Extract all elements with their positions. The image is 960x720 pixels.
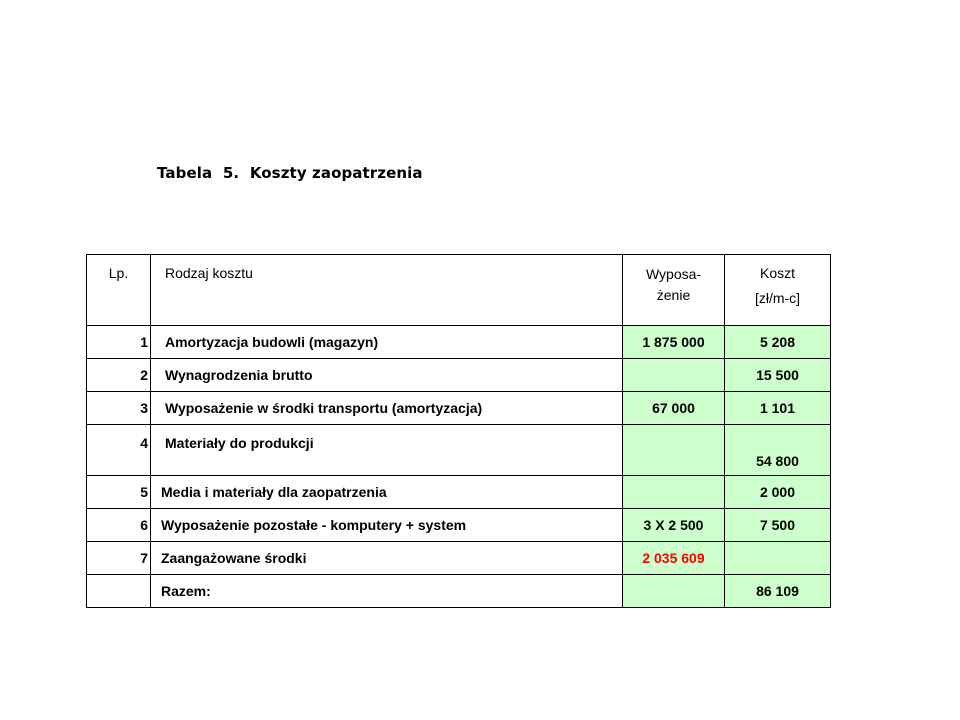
row-name: Amortyzacja budowli (magazyn) <box>151 326 623 359</box>
row-lp: 5 <box>87 476 151 509</box>
row-equipment: 2 035 609 <box>623 542 725 575</box>
table-header-row <box>87 255 831 326</box>
row-name: Materiały do produkcji <box>151 425 623 476</box>
table-row <box>87 542 831 575</box>
row-lp: 7 <box>87 542 151 575</box>
total-cost: 86 109 <box>725 575 831 608</box>
header-lp: Lp. <box>87 255 151 326</box>
header-rodzaj-kosztu: Rodzaj kosztu <box>151 255 623 326</box>
row-name: Wyposażenie w środki transportu (amortyzacja) <box>151 392 623 425</box>
row-cost: 2 000 <box>725 476 831 509</box>
row-name: Zaangażowane środki <box>151 542 623 575</box>
row-equipment: 3 X 2 500 <box>623 509 725 542</box>
row-equipment: 1 875 000 <box>623 326 725 359</box>
table-row <box>87 392 831 425</box>
table-row <box>87 476 831 509</box>
header-koszt-line2: [zł/m-c] <box>754 290 801 306</box>
row-lp: 2 <box>87 359 151 392</box>
row-name: Wyposażenie pozostałe - komputery + system <box>151 509 623 542</box>
header-koszt <box>725 255 831 326</box>
row-equipment <box>623 476 725 509</box>
header-koszt-line1: Koszt <box>759 265 795 281</box>
header-wyposazenie-line1: Wyposa- <box>645 266 702 282</box>
row-equipment <box>623 425 725 476</box>
header-wyposazenie <box>623 255 725 326</box>
row-lp: 4 <box>87 425 151 476</box>
row-cost: 15 500 <box>725 359 831 392</box>
table-row <box>87 425 831 476</box>
total-equipment-empty <box>623 575 725 608</box>
row-cost: 1 101 <box>725 392 831 425</box>
table-row <box>87 509 831 542</box>
costs-table <box>86 254 831 608</box>
row-cost: 54 800 <box>725 425 831 476</box>
row-cost <box>725 542 831 575</box>
total-label: Razem: <box>151 575 623 608</box>
table-total-row <box>87 575 831 608</box>
table-row <box>87 326 831 359</box>
row-equipment: 67 000 <box>623 392 725 425</box>
table-caption: Tabela 5. Koszty zaopatrzenia <box>157 164 423 182</box>
row-lp: 1 <box>87 326 151 359</box>
row-equipment <box>623 359 725 392</box>
row-lp: 3 <box>87 392 151 425</box>
row-cost: 5 208 <box>725 326 831 359</box>
row-lp: 6 <box>87 509 151 542</box>
table-row <box>87 359 831 392</box>
row-name: Wynagrodzenia brutto <box>151 359 623 392</box>
header-wyposazenie-line2: żenie <box>656 287 691 303</box>
total-lp-empty <box>87 575 151 608</box>
row-cost: 7 500 <box>725 509 831 542</box>
row-name: Media i materiały dla zaopatrzenia <box>151 476 623 509</box>
